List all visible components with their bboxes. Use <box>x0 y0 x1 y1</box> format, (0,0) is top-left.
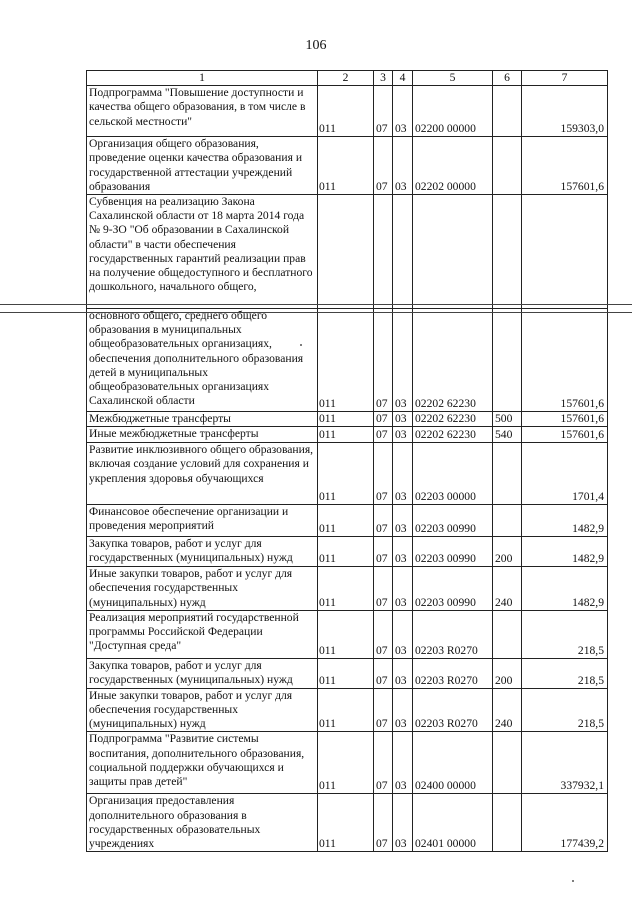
row-vr <box>493 794 522 852</box>
row-rz: 07 <box>374 309 393 412</box>
row-ved: 011 <box>318 794 374 852</box>
table-row <box>87 427 608 443</box>
row-name: Финансовое обеспечение организации и проведения мероприятий <box>87 505 318 537</box>
row-vr <box>493 732 522 794</box>
row-vr <box>493 86 522 137</box>
row-sum: 1482,9 <box>522 537 608 567</box>
row-csr: 02203 R0270 <box>413 658 493 688</box>
row-sum: 159303,0 <box>522 86 608 137</box>
row-rz <box>374 195 393 309</box>
row-ved: 011 <box>318 567 374 611</box>
row-vr: 500 <box>493 412 522 427</box>
row-vr: 240 <box>493 688 522 732</box>
table-row <box>87 610 608 658</box>
row-name: Субвенция на реализацию Закона Сахалинской области от 18 марта 2014 года № 9-ЗО "Об образовании в Сахалинской области" в части обеспечения государственных гарантий реализации прав на получение общедоступного и бесплатного дошкольного, начального общего, <box>87 195 318 309</box>
row-csr: 02202 62230 <box>413 412 493 427</box>
row-csr: 02203 00990 <box>413 567 493 611</box>
budget-table <box>86 70 608 852</box>
row-name: Подпрограмма "Повышение доступности и качества общего образования, в том числе в сельской местности" <box>87 86 318 137</box>
row-vr <box>493 195 522 309</box>
row-vr: 200 <box>493 658 522 688</box>
row-vr: 200 <box>493 537 522 567</box>
header-row <box>87 71 608 86</box>
row-vr: 240 <box>493 567 522 611</box>
row-pr: 03 <box>393 309 413 412</box>
row-sum: 1482,9 <box>522 567 608 611</box>
row-pr: 03 <box>393 567 413 611</box>
row-csr: 02202 00000 <box>413 137 493 195</box>
row-pr: 03 <box>393 137 413 195</box>
row-name: Организация общего образования, проведение оценки качества образования и государственной аттестации учреждений образования <box>87 137 318 195</box>
column-header: 5 <box>413 71 493 86</box>
row-csr: 02203 R0270 <box>413 610 493 658</box>
row-pr: 03 <box>393 505 413 537</box>
column-header: 3 <box>374 71 393 86</box>
row-csr: 02203 00990 <box>413 505 493 537</box>
row-name: Иные межбюджетные трансферты <box>87 427 318 443</box>
row-rz: 07 <box>374 505 393 537</box>
row-ved: 011 <box>318 86 374 137</box>
row-name: Реализация мероприятий государственной программы Российской Федерации "Доступная среда" <box>87 610 318 658</box>
fold-line-top <box>0 304 632 305</box>
table-row <box>87 688 608 732</box>
row-name: Иные закупки товаров, работ и услуг для обеспечения государственных (муниципальных) нужд <box>87 567 318 611</box>
row-pr: 03 <box>393 610 413 658</box>
row-rz: 07 <box>374 732 393 794</box>
row-name: Закупка товаров, работ и услуг для государственных (муниципальных) нужд <box>87 658 318 688</box>
row-ved: 011 <box>318 137 374 195</box>
row-vr <box>493 610 522 658</box>
row-sum: 157601,6 <box>522 137 608 195</box>
row-vr: 540 <box>493 427 522 443</box>
row-rz: 07 <box>374 658 393 688</box>
row-name: Закупка товаров, работ и услуг для государственных (муниципальных) нужд <box>87 537 318 567</box>
row-ved: 011 <box>318 309 374 412</box>
row-sum: 177439,2 <box>522 794 608 852</box>
row-rz: 07 <box>374 794 393 852</box>
row-vr <box>493 309 522 412</box>
row-sum: 337932,1 <box>522 732 608 794</box>
table-row <box>87 412 608 427</box>
row-pr: 03 <box>393 86 413 137</box>
row-pr: 03 <box>393 794 413 852</box>
table-row <box>87 309 608 412</box>
scan-speck <box>300 344 302 346</box>
row-rz: 07 <box>374 427 393 443</box>
row-pr: 03 <box>393 427 413 443</box>
row-rz: 07 <box>374 537 393 567</box>
row-ved: 011 <box>318 505 374 537</box>
row-ved: 011 <box>318 610 374 658</box>
scan-speck <box>572 880 574 882</box>
row-csr: 02401 00000 <box>413 794 493 852</box>
row-pr: 03 <box>393 412 413 427</box>
row-pr: 03 <box>393 537 413 567</box>
row-name: Иные закупки товаров, работ и услуг для обеспечения государственных (муниципальных) нужд <box>87 688 318 732</box>
row-name: Организация предоставления дополнительного образования в государственных образовательных учреждениях <box>87 794 318 852</box>
row-sum: 157601,6 <box>522 427 608 443</box>
row-vr <box>493 505 522 537</box>
row-csr <box>413 195 493 309</box>
table-row <box>87 537 608 567</box>
row-csr: 02203 R0270 <box>413 688 493 732</box>
row-rz: 07 <box>374 86 393 137</box>
table-row <box>87 732 608 794</box>
row-ved: 011 <box>318 443 374 505</box>
row-csr: 02202 62230 <box>413 427 493 443</box>
row-rz: 07 <box>374 137 393 195</box>
column-header: 7 <box>522 71 608 86</box>
column-header: 2 <box>318 71 374 86</box>
column-header: 1 <box>87 71 318 86</box>
page-number: 106 <box>305 38 327 53</box>
row-rz: 07 <box>374 412 393 427</box>
row-ved: 011 <box>318 412 374 427</box>
row-name: основного общего, среднего общего образования в муниципальных общеобразовательных организациях, обеспечения дополнительного образования детей в муниципальных общеобразовательных организациях Сахалинской области <box>87 309 318 412</box>
row-csr: 02202 62230 <box>413 309 493 412</box>
row-name: Межбюджетные трансферты <box>87 412 318 427</box>
row-ved: 011 <box>318 537 374 567</box>
row-sum: 1701,4 <box>522 443 608 505</box>
row-rz: 07 <box>374 567 393 611</box>
row-sum: 218,5 <box>522 610 608 658</box>
row-ved: 011 <box>318 688 374 732</box>
row-sum: 218,5 <box>522 658 608 688</box>
table-row <box>87 137 608 195</box>
row-ved <box>318 195 374 309</box>
row-pr: 03 <box>393 658 413 688</box>
table-row <box>87 86 608 137</box>
table-row <box>87 567 608 611</box>
row-vr <box>493 137 522 195</box>
column-header: 6 <box>493 71 522 86</box>
row-sum: 157601,6 <box>522 412 608 427</box>
row-ved: 011 <box>318 658 374 688</box>
row-pr: 03 <box>393 443 413 505</box>
table-row <box>87 443 608 505</box>
column-header: 4 <box>393 71 413 86</box>
row-vr <box>493 443 522 505</box>
row-csr: 02200 00000 <box>413 86 493 137</box>
row-rz: 07 <box>374 443 393 505</box>
row-csr: 02400 00000 <box>413 732 493 794</box>
row-sum <box>522 195 608 309</box>
table-row <box>87 195 608 309</box>
row-ved: 011 <box>318 732 374 794</box>
table-row <box>87 658 608 688</box>
table-row <box>87 505 608 537</box>
table-row <box>87 794 608 852</box>
fold-line-bottom <box>0 312 632 313</box>
row-ved: 011 <box>318 427 374 443</box>
row-sum: 157601,6 <box>522 309 608 412</box>
row-rz: 07 <box>374 688 393 732</box>
row-pr <box>393 195 413 309</box>
row-pr: 03 <box>393 688 413 732</box>
row-csr: 02203 00990 <box>413 537 493 567</box>
row-sum: 1482,9 <box>522 505 608 537</box>
row-csr: 02203 00000 <box>413 443 493 505</box>
row-pr: 03 <box>393 732 413 794</box>
row-name: Развитие инклюзивного общего образования, включая создание условий для сохранения и укрепления здоровья обучающихся <box>87 443 318 505</box>
row-sum: 218,5 <box>522 688 608 732</box>
row-name: Подпрограмма "Развитие системы воспитания, дополнительного образования, социальной поддержки обучающихся и защиты прав детей" <box>87 732 318 794</box>
row-rz: 07 <box>374 610 393 658</box>
